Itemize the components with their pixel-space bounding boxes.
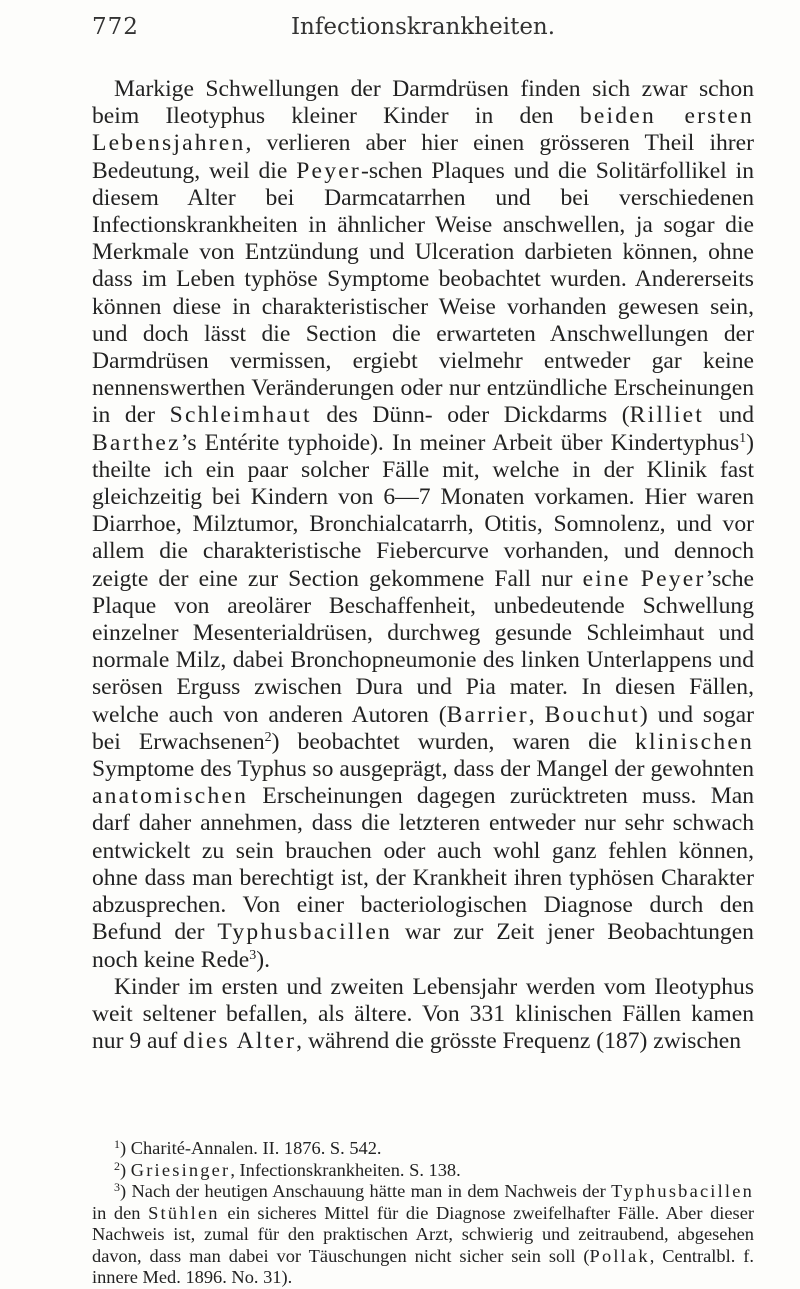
footnote-2 <box>92 1160 754 1182</box>
text-span: , während die grösste Frequenz (187) zwischen <box>296 1028 742 1055</box>
footnote-number: 1 <box>114 1137 120 1151</box>
text-span: -schen Plaques und die Solitärfollikel in diesem Alter bei Darmcatarrhen und bei verschiedenen Infectionskrankheiten in ähnlicher Weise anschwellen, ja sogar die Merkmale von Entzündung und Ulceration darbieten können, ohne dass im Leben typhöse Symptome beobachtet wurden. Andererseits können diese in charakteristischer Weise vorhanden gewesen sein, und doch lässt die Section die erwarteten Anschwellungen der Darmdrüsen vermissen, ergiebt vielmehr entweder gar keine nennenswerthen Veränderungen oder nur entzündliche Erscheinungen in der <box>92 157 754 429</box>
author-name: Peyer <box>296 157 361 184</box>
paragraph-2 <box>92 974 754 1056</box>
text-span: Erscheinungen dagegen zurücktreten muss. Man darf daher annehmen, dass die letzteren entweder nur sehr schwach entwickelt zu sein brauchen oder auch wohl ganz fehlen können, ohne dass man berechtigt ist, der Krankheit ihren typhösen Charakter abzusprechen. Von einer bacteriologischen Diagnose durch den Befund der <box>92 783 754 946</box>
footnote-text: ) Charité-Annalen. II. 1876. S. 542. <box>120 1138 382 1158</box>
footnote-text: , Centralbl. f. innere Med. 1896. No. 31). <box>92 1245 754 1287</box>
footnote-text: , Infectionskrankheiten. S. 138. <box>230 1159 461 1180</box>
footnote-text: ) Nach der heutigen Anschauung hätte man in dem Nachweis der <box>120 1181 612 1201</box>
spaced-text: Stühlen <box>148 1202 220 1223</box>
footnote-text: in den <box>92 1202 149 1223</box>
text-span: ’s Entérite typhoide). In meiner Arbeit über Kindertyphus <box>180 429 740 456</box>
author-name: Pollak <box>589 1245 650 1266</box>
author-name: Rilliet <box>629 402 705 429</box>
text-span: ’sche Plaque von areolärer Beschaffenheit, unbedeutende Schwellung einzelner Mesenterialdrüsen, durchweg gesunde Schleimhaut und normale Milz, dabei Bronchopneumonie des linken Unterlappens und serösen Erguss zwischen Dura und Pia mater. In diesen Fällen, welche auch von anderen Autoren ( <box>92 565 754 728</box>
author-name: Barrier <box>446 701 529 728</box>
footnote-ref-1: 1 <box>739 430 747 446</box>
text-span <box>631 566 641 592</box>
text-span: ) beobachtet wurden, waren die <box>271 728 636 755</box>
page-number: 772 <box>92 14 139 40</box>
spaced-text: eine <box>582 565 631 592</box>
author-name: Bouchut <box>544 701 640 728</box>
spaced-text: dies Alter <box>183 1028 297 1055</box>
footnote-1 <box>92 1138 754 1160</box>
text-span: und <box>704 402 755 429</box>
spaced-text: beiden ersten Lebensjahren <box>92 103 754 157</box>
running-title: Infectionskrankheiten. <box>290 14 556 40</box>
paragraph-1 <box>92 76 754 974</box>
text-span: Markige Schwellungen der Darmdrüsen finden sich zwar schon beim Ileotyphus kleiner Kinder in den <box>92 76 754 130</box>
spaced-text: Typhusbacillen <box>217 919 393 946</box>
footnote-number: 2 <box>114 1158 120 1173</box>
text-span: ). <box>256 946 270 973</box>
spaced-text: klinischen <box>635 728 754 755</box>
text-span: des Dünn- oder Dickdarms ( <box>311 402 630 429</box>
text-span: Kinder im ersten und zweiten Lebensjahr werden vom Ileotyphus weit seltener befallen, als ältere. Von 331 klinischen Fällen kamen nur 9 auf <box>92 973 754 1055</box>
text-span: Symptome des Typhus so ausgeprägt, dass der Mangel der gewohnten <box>92 756 754 783</box>
spaced-text: Typhusbacillen <box>611 1181 754 1201</box>
text-span: war zur Zeit jener Beobachtungen noch keine Rede <box>92 919 754 973</box>
text-span: ) und sogar bei Erwachsenen <box>92 701 754 755</box>
footnotes <box>92 1138 754 1289</box>
body-text <box>92 76 754 1055</box>
text-span: ) theilte ich ein paar solcher Fälle mit, welche in der Klinik fast gleichzeitig bei Kindern von 6—7 Monaten vorkamen. Hier waren Diarrhoe, Milztumor, Bronchialcatarrh, Otitis, Somnolenz, und vor allem die charakteristische Fiebercurve vorhanden, und dennoch zeigte der eine zur Section gekommene Fall nur <box>92 429 754 592</box>
author-name: Barthez <box>92 429 181 456</box>
footnote-text: ) <box>120 1159 131 1180</box>
footnote-ref-2: 2 <box>264 729 272 745</box>
footnote-3 <box>92 1181 754 1289</box>
author-name: Griesinger <box>130 1159 231 1180</box>
footnote-number: 3 <box>114 1180 120 1194</box>
text-span: , <box>528 701 545 728</box>
footnote-text: ein sicheres Mittel für die Diagnose zweifelhafter Fälle. Aber dieser Nachweis ist, zumal für den praktischen Arzt, schwierig und zeitraubend, abgesehen davon, dass man dabei vor Täuschungen nicht sicher sein soll ( <box>92 1202 754 1266</box>
author-name: Peyer <box>640 565 706 592</box>
spaced-text: anatomischen <box>92 783 249 810</box>
spaced-text: Schleimhaut <box>169 402 312 429</box>
page-header <box>92 14 754 54</box>
text-span: , verlieren aber hier einen grösseren Theil ihrer Bedeutung, weil die <box>92 130 754 184</box>
footnote-ref-3: 3 <box>249 947 257 963</box>
